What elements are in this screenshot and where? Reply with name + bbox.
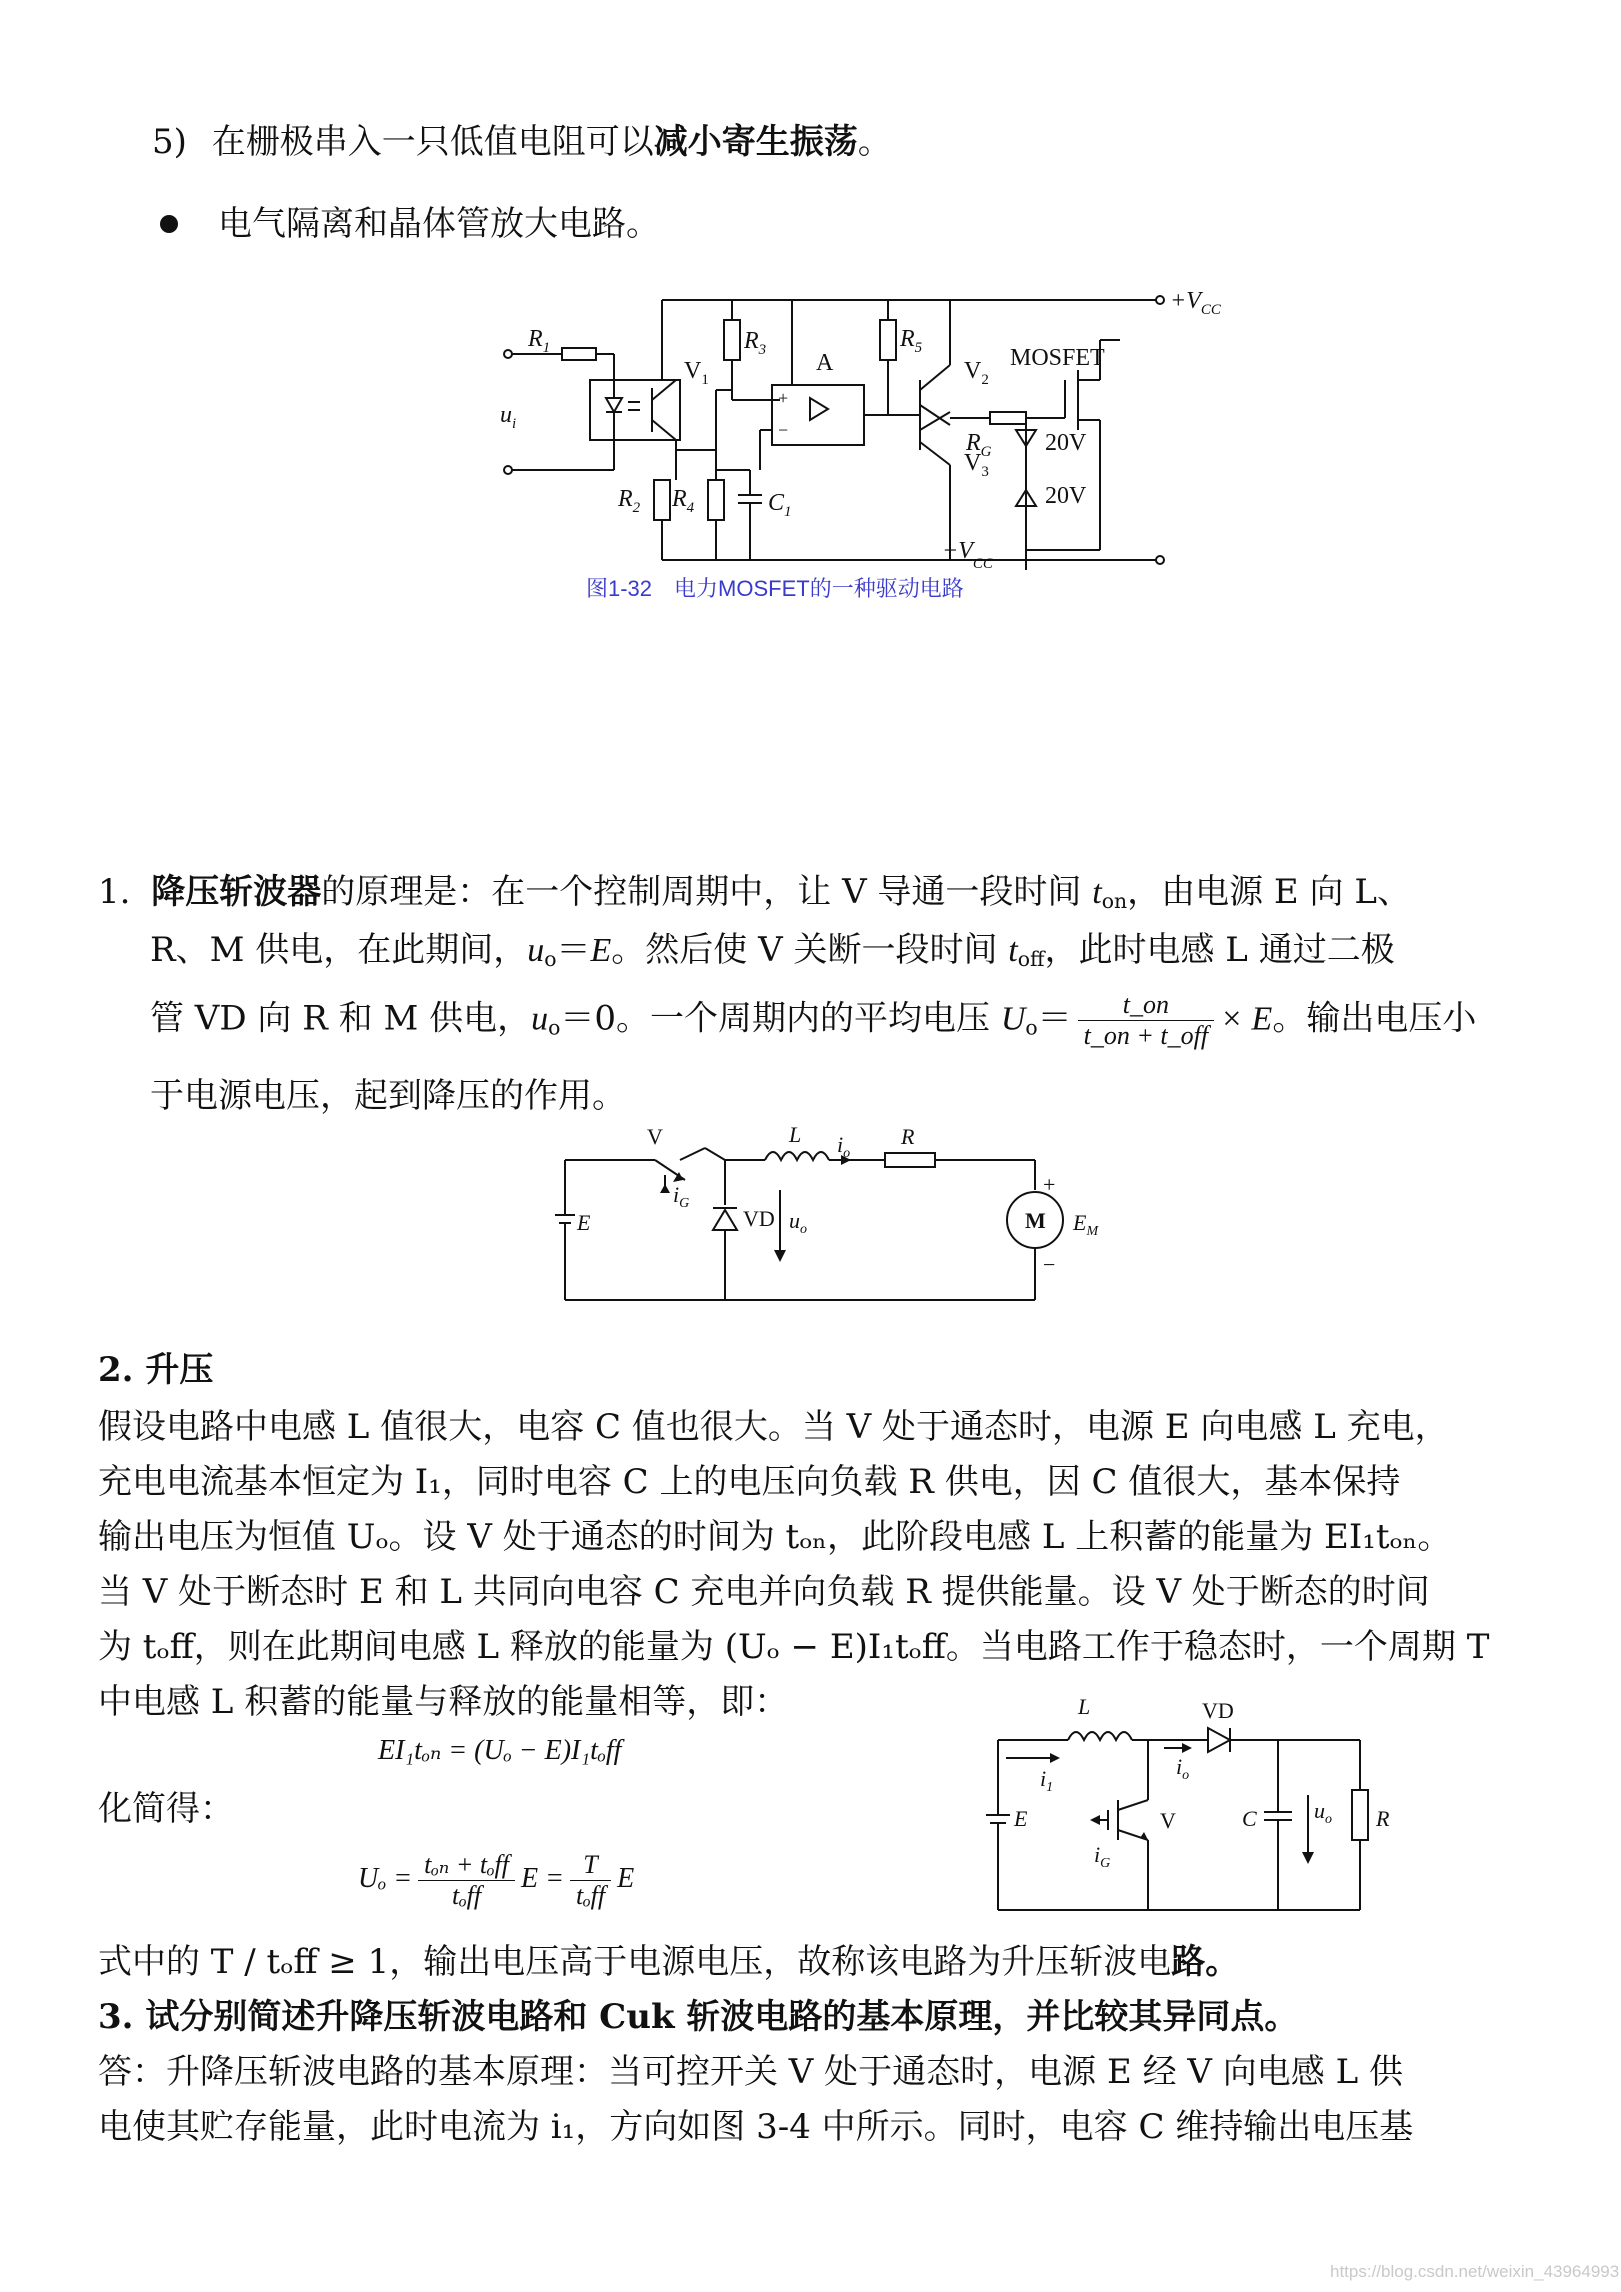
svg-text:iG: $i_G$ (673, 1182, 690, 1211)
svg-text:−VCC: $-V_{CC}$ (942, 538, 993, 572)
svg-text:+: + (778, 388, 789, 408)
q1-line2 (150, 926, 1395, 983)
boost-c-label: C (1242, 1806, 1257, 1831)
boost-e-label: E (1014, 1806, 1028, 1831)
q1-text-b: ，由电源 E 向 L、 (1127, 872, 1411, 912)
item-5-bold: 减小寄生振荡 (653, 122, 858, 162)
bullet-dot (160, 215, 178, 233)
q3-answer-1: 答：升降压斩波电路的基本原理：当可控开关 V 处于通态时，电源 E 经 V 向电感 L 供 (98, 2052, 1403, 2092)
svg-text:V2: $V_2$ (964, 358, 989, 388)
item-5-text: 在栅极串入一只低值电阻可以 (211, 122, 654, 162)
q3-title: 3. 试分别简述升降压斩波电路和 Cuk 斩波电路的基本原理，并比较其异同点。 (98, 1997, 1299, 2037)
buck-e-label: E (577, 1210, 591, 1235)
item-5-end: 。 (857, 122, 892, 162)
q2-title: 2. 升压 (98, 1350, 214, 1390)
q2-eq2-end: E (617, 1862, 635, 1894)
q1-line1 (98, 868, 1411, 925)
c1-label: C (768, 490, 785, 516)
svg-text:+: + (1043, 1172, 1056, 1197)
svg-text:R1: $R_1$ (528, 326, 551, 356)
q1-uo-2-sub: o (548, 1015, 561, 1040)
svg-text:iG: $i_G$ (1094, 1842, 1111, 1871)
svg-text:RG: $R_G$ (966, 430, 992, 460)
q2-eq2-f2-num: T (570, 1850, 611, 1881)
boost-v-label: V (1160, 1808, 1176, 1833)
q2-p6: 中电感 L 积蓄的能量与释放的能量相等，即： (98, 1682, 789, 1722)
q2-conclusion (98, 1938, 1239, 1986)
item-5-number: 5) (152, 122, 187, 162)
v1-label: V (684, 358, 702, 384)
q1-Uo: U (1000, 1000, 1026, 1038)
svg-text:R3: $R_3$ (744, 328, 767, 358)
q1-number: 1. (98, 872, 131, 912)
buck-r-label: R (901, 1124, 915, 1149)
figure-caption: 图1-32 电力MOSFET的一种驱动电路 (586, 576, 964, 601)
rg-label: R (966, 430, 981, 456)
q2-p2: 充电电流基本恒定为 I₁，同时电容 C 上的电压向负载 R 供电，因 C 值很大，基本保持 (98, 1462, 1401, 1502)
q1-uo: u (527, 932, 545, 969)
q1-frac-den: t_on + t_off (1083, 1021, 1209, 1050)
watermark: https://blog.csdn.net/weixin_43964993 (1330, 2262, 1620, 2281)
q2-eq2-frac1 (418, 1850, 515, 1911)
q2-concl-b: 路。 (1171, 1942, 1240, 1982)
q1-line4: 于电源电压，起到降压的作用。 (150, 1076, 626, 1116)
boost-chopper-circuit (968, 1694, 1390, 1920)
v3-label: V (964, 450, 982, 476)
q1-l2-b: ＝ (556, 930, 591, 970)
q1-title: 降压斩波器 (151, 872, 322, 912)
q2-concl-a: 式中的 T / tₒff ≥ 1，输出电压高于电源电压，故称该电路为升压斩波电 (98, 1942, 1172, 1982)
q1-toff-sub: off (1017, 947, 1045, 972)
q2-eq2-lhs: Uₒ = (358, 1862, 413, 1894)
q1-uo-2: u (531, 1000, 549, 1038)
q1-uo-sub: o (544, 947, 557, 972)
svg-text:V1: $V_1$ (684, 358, 709, 388)
svg-text:+VCC: $+V_{CC}$ (1170, 288, 1221, 318)
zener2-label: 20V (1045, 483, 1087, 509)
svg-text:C1: $C_1$ (768, 490, 792, 520)
q3-answer-2: 电使其贮存能量，此时电流为 i₁，方向如图 3-4 中所示。同时，电容 C 维持输出电压基 (98, 2107, 1414, 2147)
boost-r-label: R (1376, 1806, 1390, 1831)
q1-ton: t (1092, 874, 1102, 911)
svg-text:io: $i_o$ (837, 1132, 851, 1161)
svg-text:EM: $E_M$ (1073, 1210, 1099, 1239)
r1-label: R (528, 326, 543, 352)
q2-p5: 为 tₒff，则在此期间电感 L 释放的能量为 (Uₒ − E)I₁tₒff。当电路工作于稳态时，一个周期 T (98, 1627, 1490, 1667)
q2-p1: 假设电路中电感 L 值很大，电容 C 值也很大。当 V 处于通态时，电源 E 向电感 L 充电， (98, 1407, 1449, 1447)
q2-p3: 输出电压为恒值 Uₒ。设 V 处于通态的时间为 tₒₙ，此阶段电感 L 上积蓄的能量为 EI₁tₒₙ。 (98, 1517, 1452, 1557)
q1-l3-c: ＝ (1037, 998, 1072, 1039)
buck-v-label: V (647, 1124, 663, 1149)
q2-simplify: 化简得： (98, 1789, 234, 1829)
svg-text:−: − (1043, 1252, 1056, 1277)
buck-l-label: L (789, 1122, 802, 1147)
r4-label: R (672, 486, 687, 512)
mosfet-driver-circuit (480, 270, 1221, 572)
q1-line3 (150, 990, 1476, 1052)
r2-label: R (618, 486, 633, 512)
item-5 (152, 118, 892, 166)
buck-chopper-circuit (555, 1122, 1099, 1310)
q1-Uo-sub: o (1025, 1015, 1038, 1040)
q2-p4: 当 V 处于断态时 E 和 L 共同向电容 C 充电并向负载 R 提供能量。设 V 处于断态的时间 (98, 1572, 1430, 1612)
svg-text:uo: $u_o$ (789, 1208, 807, 1237)
svg-text:io: $i_o$ (1176, 1754, 1190, 1783)
zener1-label: 20V (1045, 430, 1087, 456)
q1-times-e: × E (1220, 1000, 1273, 1038)
svg-text:ui: $u_i$ (500, 402, 517, 432)
boost-vd-label: VD (1202, 1698, 1234, 1723)
bullet-text: 电气隔离和晶体管放大电路。 (218, 204, 660, 244)
q1-E: E (590, 932, 612, 969)
q2-eq2-f1-num: tₒₙ + tₒff (418, 1850, 515, 1881)
q2-equation-1: EI₁tₒₙ = (Uₒ − E)I₁tₒff (378, 1735, 622, 1766)
v2-label: V (964, 358, 982, 384)
q1-l3-a: 管 VD 向 R 和 M 供电， (150, 998, 532, 1039)
buck-vd-label: VD (743, 1206, 775, 1231)
boost-l-label: L (1078, 1694, 1091, 1719)
svg-text:R4: $R_4$ (672, 486, 695, 516)
q1-text-a: 的原理是：在一个控制周期中，让 V 导通一段时间 (321, 872, 1093, 912)
motor-label: M (1025, 1208, 1046, 1233)
q1-l3-b: ＝0。一个周期内的平均电压 (560, 998, 1001, 1039)
r3-label: R (744, 328, 759, 354)
q2-eq2-f1-den: tₒff (451, 1881, 482, 1910)
opamp-label: A (816, 350, 834, 376)
r5-label: R (900, 326, 915, 352)
q2-equation-2 (358, 1850, 634, 1911)
q1-l2-a: R、M 供电，在此期间， (150, 930, 528, 970)
q1-l2-c: 。然后使 V 关断一段时间 (611, 930, 1009, 970)
q1-ton-sub: on (1101, 889, 1128, 914)
q1-frac-num: t_on (1078, 990, 1214, 1021)
ui-label: u (500, 402, 512, 428)
q1-l2-d: ，此时电感 L 通过二极 (1044, 930, 1395, 970)
q1-fraction (1078, 990, 1214, 1051)
svg-text:−: − (778, 420, 789, 440)
svg-text:uo: $u_o$ (1314, 1798, 1332, 1827)
mosfet-label: MOSFET (1010, 345, 1105, 371)
q2-eq2-mid: E = (520, 1862, 564, 1894)
q1-toff: t (1008, 932, 1018, 969)
q2-eq2-frac2 (570, 1850, 611, 1911)
svg-text:i1: $i_1$ (1040, 1766, 1054, 1795)
svg-text:V3: $V_3$ (964, 450, 989, 480)
q1-l3-d: 。输出电压小 (1272, 998, 1477, 1039)
svg-text:R2: $R_2$ (618, 486, 641, 516)
vcc-pos-label: +V (1170, 288, 1201, 314)
svg-text:R5: $R_5$ (900, 326, 923, 356)
q2-eq2-f2-den: tₒff (575, 1881, 606, 1910)
